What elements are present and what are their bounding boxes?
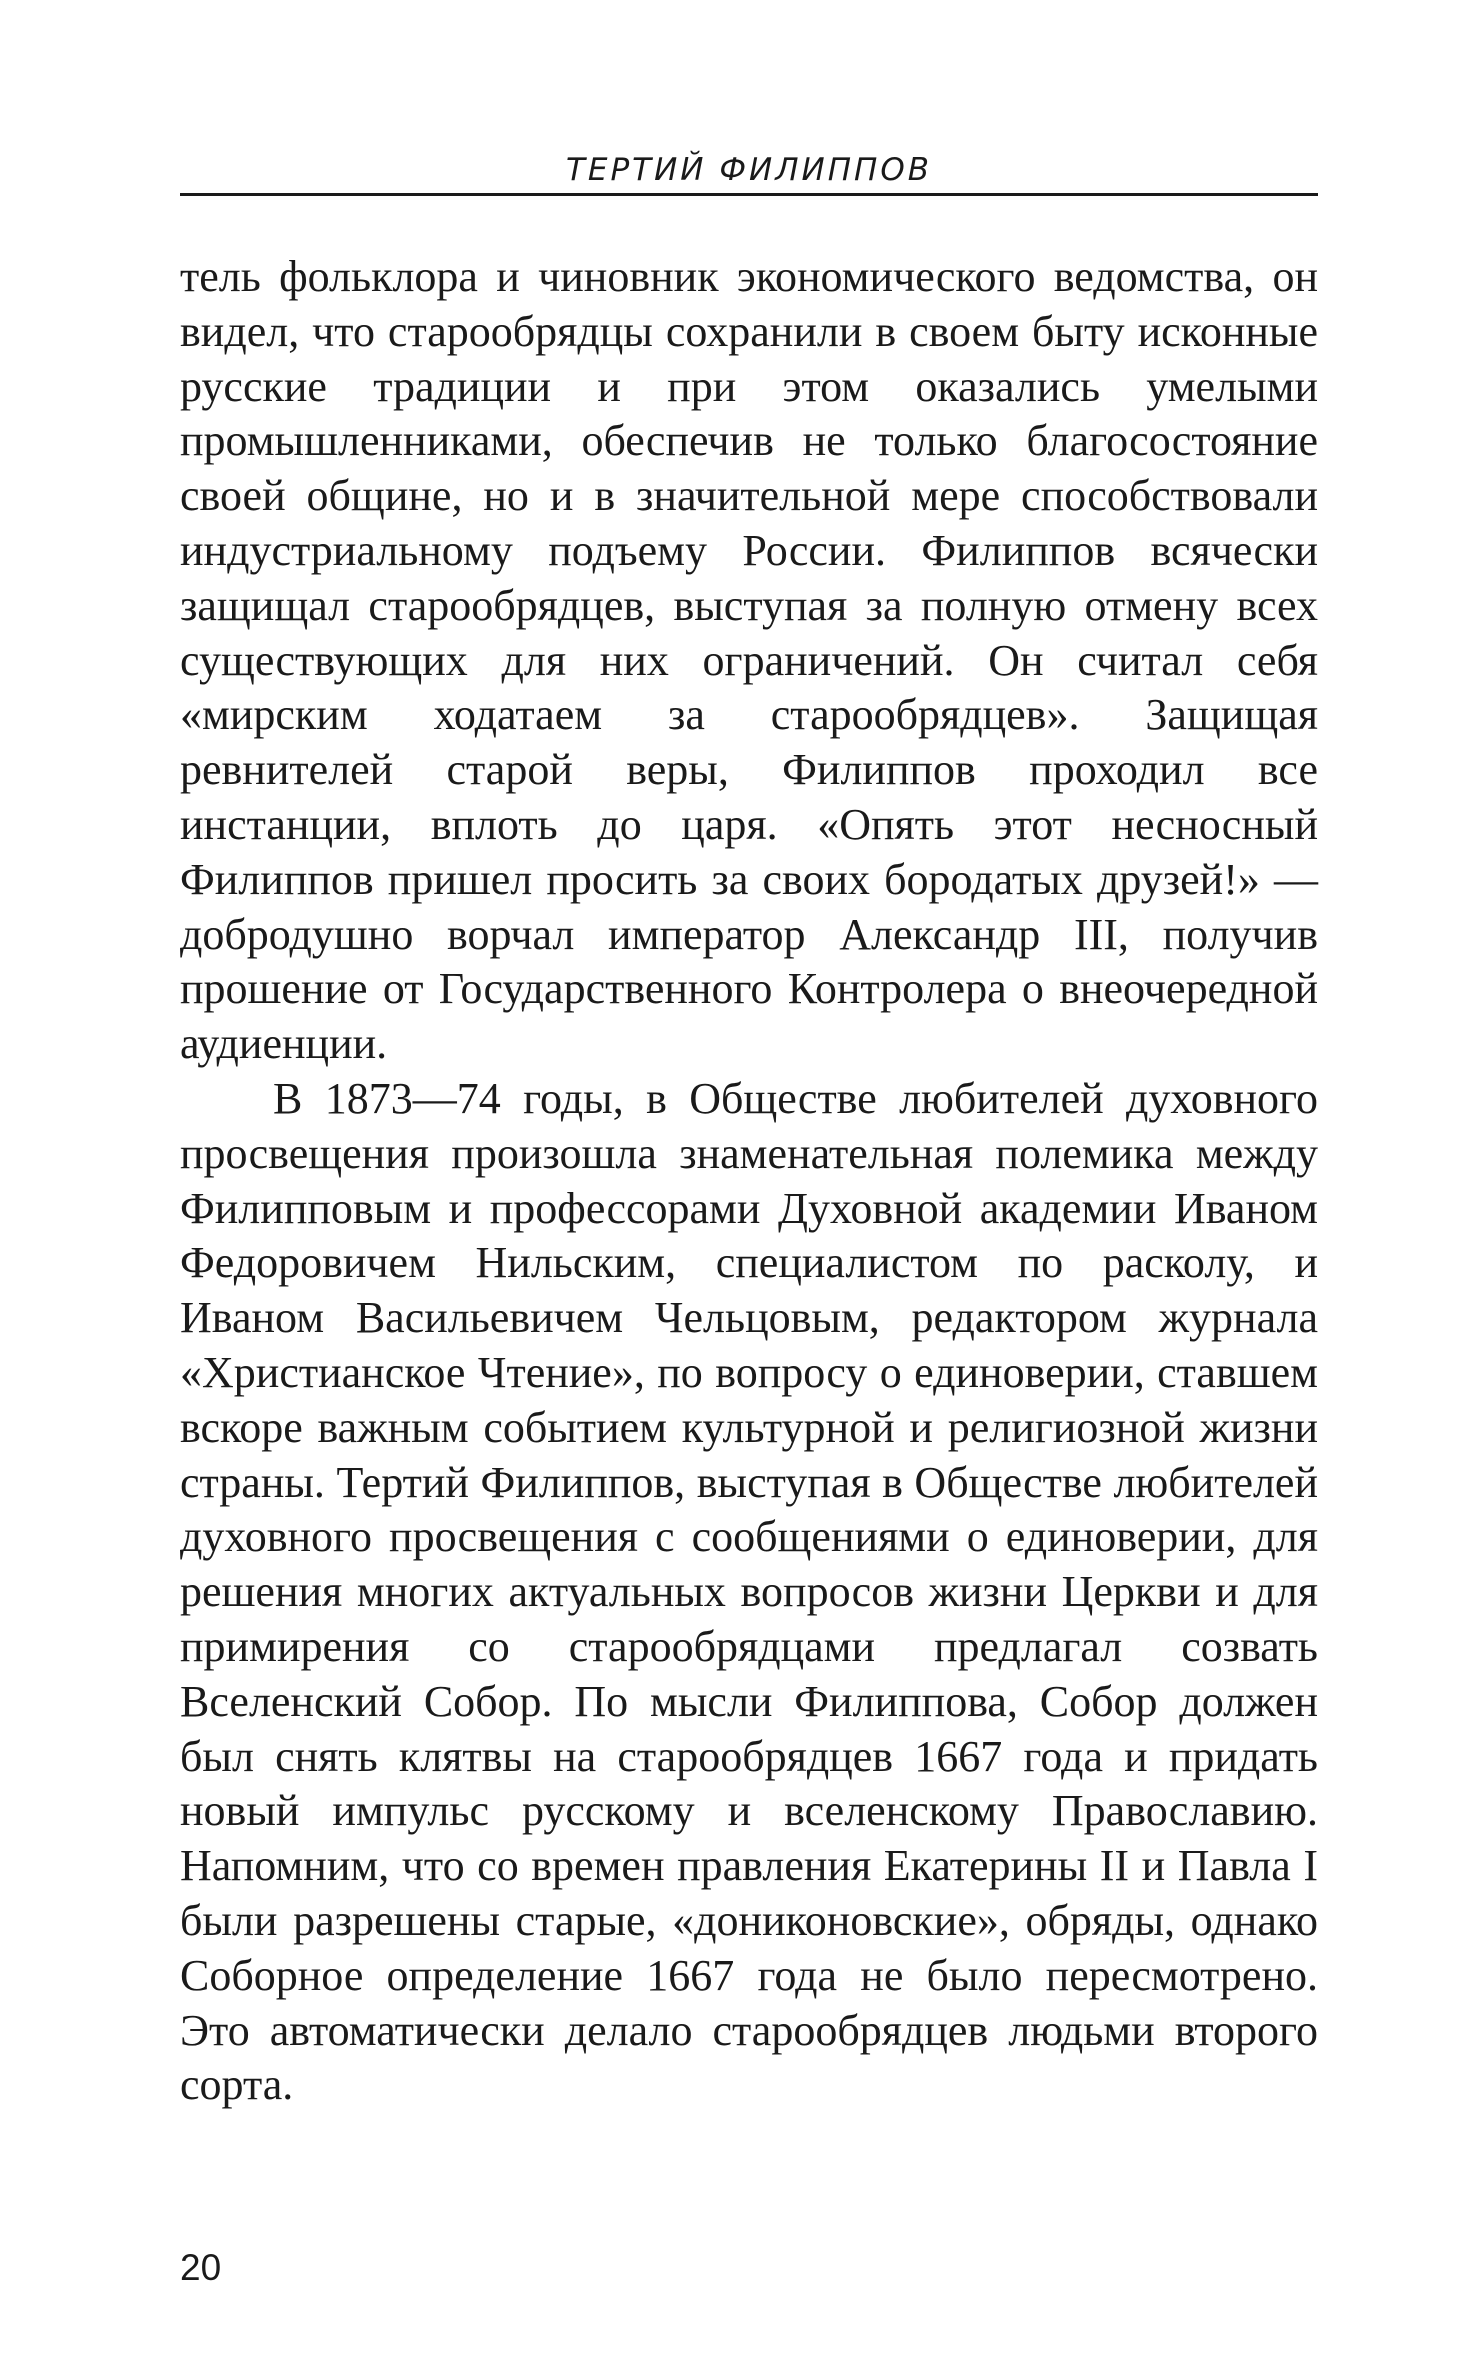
paragraph: В 1873—74 годы, в Обществе любителей духовного просвещения произошла знаменательная полемика между Филипповым и профессорами Духовной академии Иваном Федоровичем Нильским, специалистом по расколу, и Иваном Васильевичем Чельцовым, редактором журнала «Христианское Чтение», по вопросу о единоверии, ставшем вскоре важным событием культурной и религиозной жизни страны. Тертий Филиппов, выступая в Обществе любителей духовного просвещения с сообщениями о единоверии, для решения многих актуальных вопросов жизни Церкви и для примирения со старообрядцами предлагал созвать Вселенский Собор. По мысли Филиппова, Собор должен был снять клятвы на старообрядцев 1667 года и придать новый импульс русскому и вселенскому Православию. Напомним, что со времен правления Екатерины II и Павла I были разрешены старые, «дониконовские», обряды, однако Соборное определение 1667 года не было пересмотрено. Это автоматически делало старообрядцев людьми второго сорта. (180, 1073, 1318, 2110)
body-text (180, 250, 1318, 2113)
running-header: ТЕРТИЙ ФИЛИППОВ (565, 152, 933, 188)
page-number: 20 (180, 2247, 222, 2288)
paragraph-continued: тель фольклора и чиновник экономического ведомства, он видел, что старообрядцы сохранили в своем быту исконные русские традиции и при этом оказались умелыми промышленниками, обеспечив не только благосостояние своей общине, но и в значительной мере способствовали индустриальному подъему России. Филиппов всячески защищал старообрядцев, выступая за полную отмену всех существующих для них ограничений. Он считал себя «мирским ходатаем за старообрядцев». Защищая ревнителей старой веры, Филиппов проходил все инстанции, вплоть до царя. «Опять этот несносный Филиппов пришел просить за своих бородатых друзей!» — добродушно ворчал император Александр III, получив прошение от Государственного Контролера о внеочередной аудиенции. (180, 252, 1318, 1069)
header-divider (180, 193, 1318, 196)
